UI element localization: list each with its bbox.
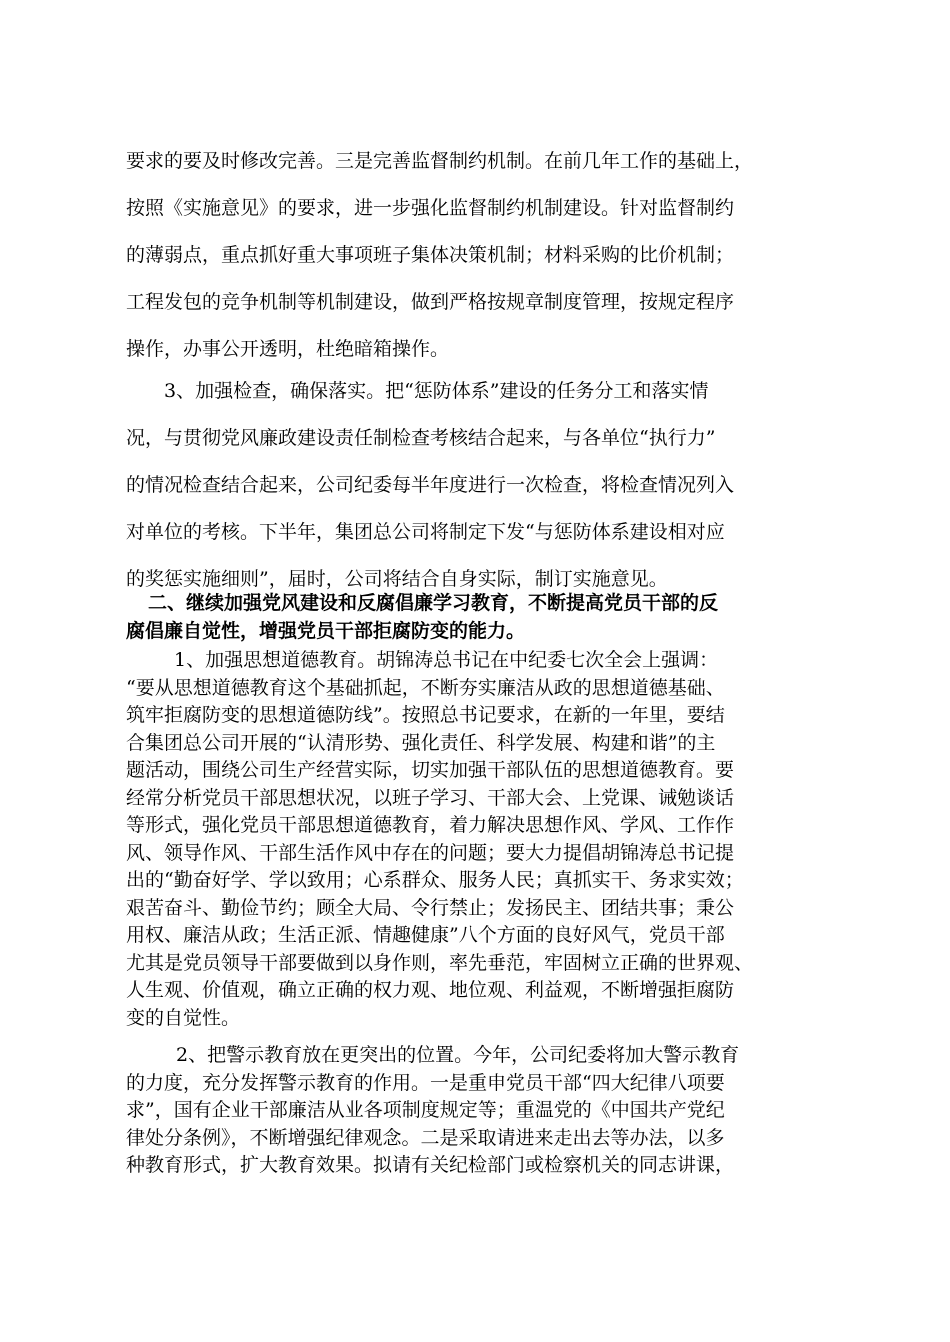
text-line: 操作，办事公开透明，杜绝暗箱操作。 [126, 338, 450, 360]
text-line: 律处分条例》，不断增强纪律观念。二是采取请进来走出去等办法，以多 [126, 1126, 725, 1149]
heading-line: 二、继续加强党风建设和反腐倡廉学习教育，不断提高党员干部的反 [148, 592, 719, 614]
text-line: 合集团总公司开展的“认清形势、强化责任、科学发展、构建和谐”的主 [126, 731, 716, 754]
text-line: 经常分析党员干部思想状况，以班子学习、干部大会、上党课、诫勉谈话 [126, 786, 735, 809]
section-heading-2 [126, 590, 832, 645]
text-line: 风、领导作风、干部生活作风中存在的问题；要大力提倡胡锦涛总书记提 [126, 841, 735, 864]
paragraph-4 [126, 1042, 832, 1180]
text-line: 变的自觉性。 [126, 1006, 241, 1029]
heading-line: 腐倡廉自觉性，增强党员干部拒腐防变的能力。 [126, 619, 526, 642]
text-line: 题活动，围绕公司生产经营实际，切实加强干部队伍的思想道德教育。要 [126, 759, 735, 781]
text-line: 的薄弱点，重点抓好重大事项班子集体决策机制；材料采购的比价机制； [126, 244, 735, 266]
text-line: 种教育形式，扩大教育效果。拟请有关纪检部门或检察机关的同志讲课， [126, 1154, 735, 1176]
text-line: 2、把警示教育放在更突出的位置。今年，公司纪委将加大警示教育 [176, 1044, 740, 1066]
text-line: 1、加强思想道德教育。胡锦涛总书记在中纪委七次全会上强调： [174, 649, 719, 671]
text-line: 尤其是党员领导干部要做到以身作则，率先垂范，牢固树立正确的世界观、 [126, 951, 754, 974]
text-line: “要从思想道德教育这个基础抓起，不断夯实廉洁从政的思想道德基础、 [126, 676, 725, 699]
text-line: 出的“勤奋好学、学以致用；心系群众、服务人民；真抓实干、务求实效； [126, 869, 744, 891]
text-line: 况，与贯彻党风廉政建设责任制检查考核结合起来，与各单位“执行力” [126, 427, 716, 449]
text-line: 筑牢拒腐防变的思想道德防线”。按照总书记要求，在新的一年里，要结 [126, 704, 725, 726]
text-line: 的力度，充分发挥警示教育的作用。一是重申党员干部“四大纪律八项要 [126, 1071, 725, 1094]
text-line: 工程发包的竞争机制等机制建设，做到严格按规章制度管理，按规定程序 [126, 291, 735, 313]
paragraph-3 [126, 647, 832, 1032]
text-line: 按照《实施意见》的要求，进一步强化监督制约机制建设。针对监督制约 [126, 197, 735, 219]
paragraph-2 [126, 368, 832, 603]
text-line: 的奖惩实施细则”，届时，公司将结合自身实际，制订实施意见。 [126, 568, 668, 590]
text-line: 对单位的考核。下半年，集团总公司将制定下发“与惩防体系建设相对应 [126, 521, 725, 543]
text-line: 艰苦奋斗、勤俭节约；顾全大局、令行禁止；发扬民主、团结共事；秉公 [126, 896, 735, 919]
text-line: 求”，国有企业干部廉洁从业各项制度规定等；重温党的《中国共产党纪 [126, 1099, 725, 1121]
text-line: 3、加强检查，确保落实。把“惩防体系”建设的任务分工和落实情 [164, 380, 709, 402]
text-line: 人生观、价值观，确立正确的权力观、地位观、利益观，不断增强拒腐防 [126, 979, 735, 1001]
text-line: 要求的要及时修改完善。三是完善监督制约机制。在前几年工作的基础上， [126, 150, 754, 172]
text-line: 的情况检查结合起来，公司纪委每半年度进行一次检查，将检查情况列入 [126, 474, 735, 496]
text-line: 等形式，强化党员干部思想道德教育，着力解决思想作风、学风、工作作 [126, 814, 735, 836]
paragraph-1 [126, 138, 832, 373]
text-line: 用权、廉洁从政；生活正派、情趣健康”八个方面的良好风气，党员干部 [126, 924, 725, 946]
